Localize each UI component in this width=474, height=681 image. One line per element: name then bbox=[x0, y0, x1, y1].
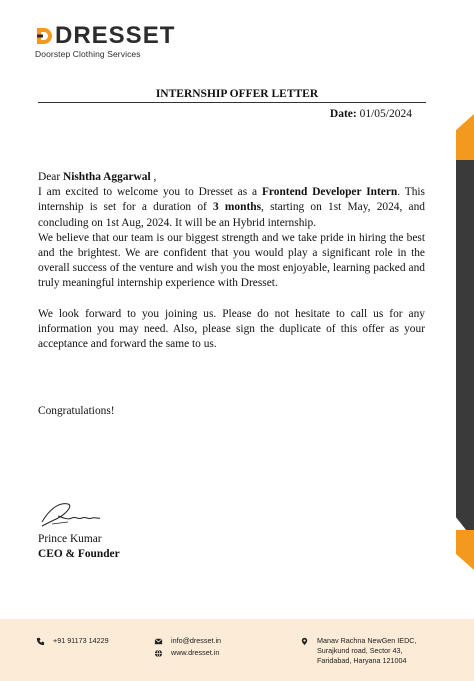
offer-text-c: , starting on 1st May, 2024, and concluding on 1st Aug, 2024. It will be an Hybrid internship. bbox=[38, 201, 425, 229]
phone-icon bbox=[36, 637, 45, 646]
footer-website bbox=[154, 648, 219, 658]
brand-name: DRESSET bbox=[55, 22, 176, 49]
email-address[interactable]: info@dresset.in bbox=[171, 636, 222, 645]
letter-body-paragraph-2: We look forward to you joining us. Please do not hesitate to call us for any information you may need. Also, please sign the duplicate of this offer as your acceptance and forward the same to us. bbox=[38, 308, 425, 351]
letter-title: INTERNSHIP OFFER LETTER bbox=[155, 88, 319, 100]
offer-text-b: . This internship is set for a duration of bbox=[38, 186, 425, 214]
salutation bbox=[38, 170, 425, 185]
salutation-suffix: , bbox=[150, 171, 157, 183]
title-divider bbox=[38, 102, 426, 103]
internship-duration: 3 months bbox=[213, 201, 262, 214]
intern-role: Frontend Developer Intern bbox=[261, 186, 398, 199]
salutation-prefix: Dear bbox=[38, 171, 63, 183]
signatory-role: CEO & Founder bbox=[38, 548, 120, 560]
address-line-3: Faridabad, Haryana 121004 bbox=[317, 656, 407, 665]
location-pin-icon bbox=[300, 637, 309, 646]
date-value: 01/05/2024 bbox=[359, 108, 412, 120]
footer-address bbox=[300, 636, 416, 666]
decorative-orange-stripe-bottom bbox=[456, 530, 474, 570]
offer-details bbox=[38, 185, 425, 231]
decorative-dark-stripe bbox=[456, 160, 474, 540]
closing-text: Congratulations! bbox=[38, 405, 115, 417]
globe-icon bbox=[154, 649, 163, 658]
team-statement: We believe that our team is our biggest strength and we take pride in hiring the best and the brightest. We are confident that you would play a significant role in the overall success of the venture and wish you the most enjoyable, learning packed and truly meaningful internship experience with Dresset. bbox=[38, 231, 425, 290]
phone-number: +91 91173 14229 bbox=[53, 636, 109, 645]
brand-tagline: Doorstep Clothing Services bbox=[35, 49, 141, 59]
address-line-1: Manav Rachna NewGen IEDC, bbox=[317, 636, 417, 645]
company-logo bbox=[35, 24, 175, 59]
letter-footer bbox=[0, 619, 474, 681]
date-label: Date: bbox=[329, 108, 357, 120]
footer-phone bbox=[36, 636, 109, 646]
website-url[interactable]: www.dresset.in bbox=[171, 648, 220, 657]
footer-email bbox=[154, 636, 221, 646]
letter-body-paragraph-1 bbox=[38, 170, 425, 292]
signature-image bbox=[38, 498, 108, 532]
address-line-2: Surajkund road, Sector 43, bbox=[317, 646, 403, 655]
logo-d-mark-icon bbox=[35, 26, 55, 46]
signatory-name: Prince Kumar bbox=[38, 533, 102, 545]
recipient-name: Nishtha Aggarwal bbox=[62, 171, 151, 183]
letter-date bbox=[330, 108, 412, 120]
decorative-orange-stripe bbox=[456, 114, 474, 160]
mail-icon bbox=[154, 637, 163, 646]
offer-text-a: I am excited to welcome you to Dresset as a bbox=[38, 186, 262, 199]
